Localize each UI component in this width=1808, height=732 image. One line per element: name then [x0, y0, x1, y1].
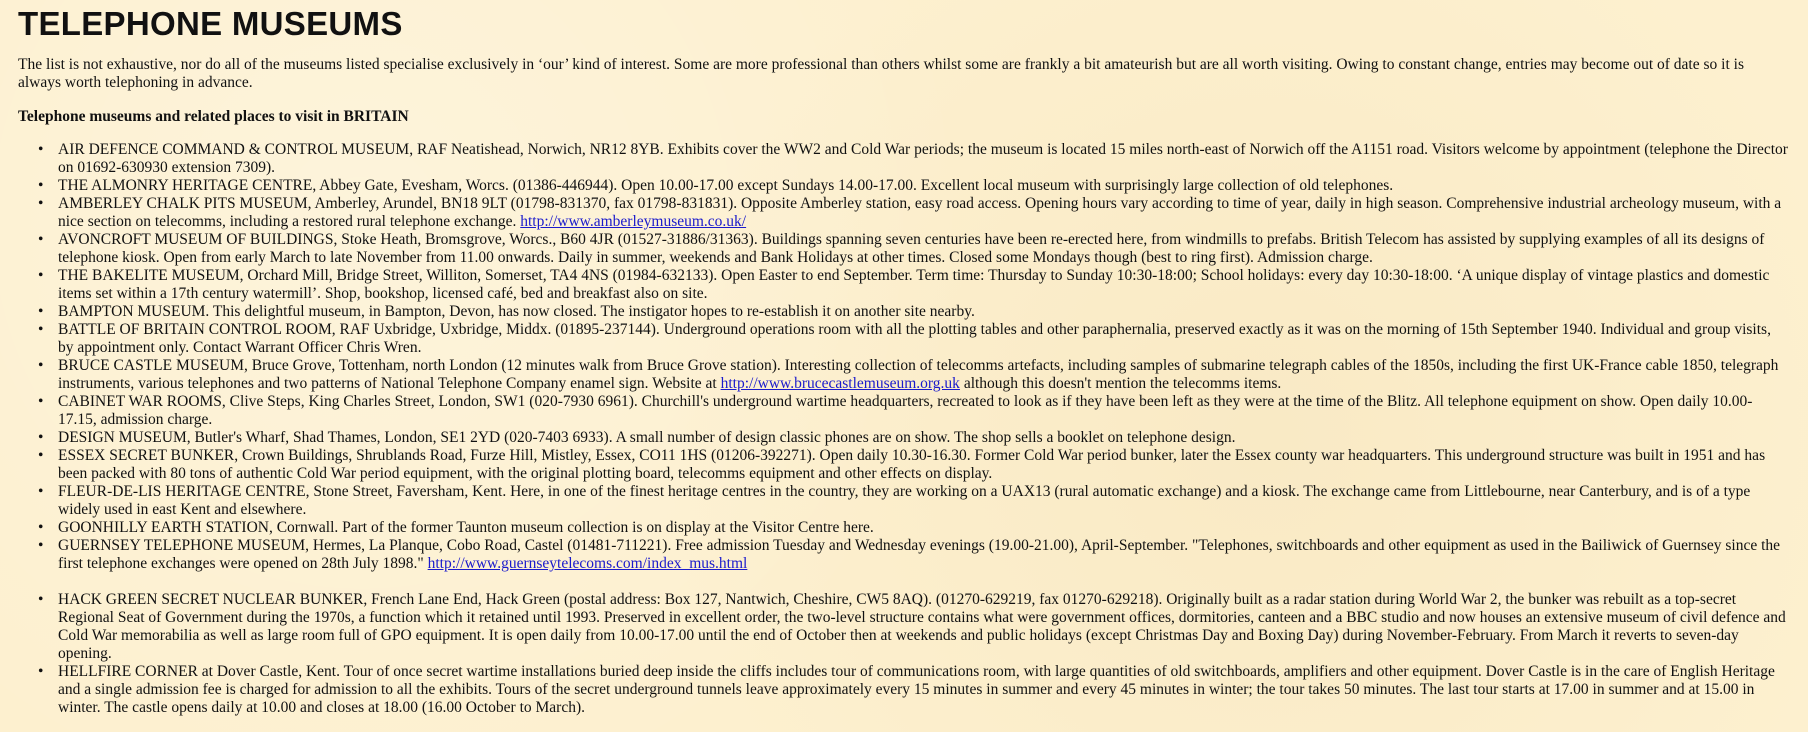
list-item	[38, 231, 1790, 267]
list-item	[38, 429, 1790, 447]
bullet-icon: •	[38, 195, 44, 212]
list-item	[38, 447, 1790, 483]
bullet-icon: •	[38, 393, 44, 410]
entry-text: THE BAKELITE MUSEUM, Orchard Mill, Bridge Street, Williton, Somerset, TA4 4NS (01984-632133). Open Easter to end September. Term time: Thursday to Sunday 10:30-18:00; School holidays: every day 10:30-18:00. ‘A unique display of vintage plastics and domestic items set within a 17th century watermill’. Shop, bookshop, licensed café, bed and breakfast also on site.	[58, 267, 1770, 302]
entry-text: GUERNSEY TELEPHONE MUSEUM, Hermes, La Planque, Cobo Road, Castel (01481-711221). Free admission Tuesday and Wednesday evenings (19.00-21.00), April-September. "Telephones, switchboards and other equipment as used in the Bailiwick of Guernsey since the first telephone exchanges were opened on 28th July 1898."	[58, 537, 1781, 572]
list-item	[38, 483, 1790, 519]
entry-text: BATTLE OF BRITAIN CONTROL ROOM, RAF Uxbridge, Uxbridge, Middx. (01895-237144). Underground operations room with all the plotting tables and other paraphernalia, preserved exactly as it was on the morning of 15th September 1940. Individual and group visits, by appointment only. Contact Warrant Officer Chris Wren.	[58, 321, 1771, 356]
bullet-icon: •	[38, 429, 44, 446]
list-item	[38, 537, 1790, 573]
bullet-icon: •	[38, 141, 44, 158]
bullet-icon: •	[38, 177, 44, 194]
bullet-icon: •	[38, 663, 44, 680]
list-item	[38, 141, 1790, 177]
bullet-icon: •	[38, 357, 44, 374]
entry-text: THE ALMONRY HERITAGE CENTRE, Abbey Gate, Evesham, Worcs. (01386-446944). Open 10.00-17.00 except Sundays 14.00-17.00. Excellent local museum with surprisingly large collection of old telephones.	[58, 177, 1394, 194]
bullet-icon: •	[38, 231, 44, 248]
entry-text: CABINET WAR ROOMS, Clive Steps, King Charles Street, London, SW1 (020-7930 6961). Churchill's underground wartime headquarters, recreated to look as if they have been left as they were at the time of the Blitz. All telephone equipment on show. Open daily 10.00-17.15, admission charge.	[58, 393, 1753, 428]
bullet-icon: •	[38, 519, 44, 536]
guernsey-telecoms-link[interactable]: http://www.guernseytelecoms.com/index_mus.html	[427, 555, 748, 572]
museum-list	[18, 141, 1790, 717]
bullet-icon: •	[38, 303, 44, 320]
amberley-museum-link[interactable]: http://www.amberleymuseum.co.uk/	[520, 213, 747, 230]
entry-text: HACK GREEN SECRET NUCLEAR BUNKER, French Lane End, Hack Green (postal address: Box 127, Nantwich, Cheshire, CW5 8AQ). (01270-629219, fax 01270-629218). Originally built as a radar station during World War 2, the bunker was rebuilt as a top-secret Regional Seat of Government during the 1970s, a function which it retained until 1993. Preserved in excellent order, the two-level structure contains what were government offices, dormitories, canteen and a BBC studio and now houses an extensive museum of civil defence and Cold War memorabilia as well as large room full of GPO equipment. It is open daily from 10.00-17.00 until the end of October then at weekends and public holidays (except Christmas Day and Boxing Day) during November-February. From March it reverts to seven-day opening.	[58, 591, 1786, 662]
list-item	[38, 393, 1790, 429]
entry-text: AVONCROFT MUSEUM OF BUILDINGS, Stoke Heath, Bromsgrove, Worcs., B60 4JR (01527-31886/31363). Buildings spanning seven centuries have been re-erected here, from windmills to prefabs. British Telecom has assisted by supplying examples of all its designs of telephone kiosk. Open from early March to late November from 11.00 onwards. Daily in summer, weekends and Bank Holidays at other times. Closed some Mondays though (best to ring first). Admission charge.	[58, 231, 1765, 266]
list-item	[38, 591, 1790, 663]
entry-text: FLEUR-DE-LIS HERITAGE CENTRE, Stone Street, Faversham, Kent. Here, in one of the finest heritage centres in the country, they are working on a UAX13 (rural automatic exchange) and a kiosk. The exchange came from Littlebourne, near Canterbury, and is of a type widely used in east Kent and elsewhere.	[58, 483, 1751, 518]
bullet-icon: •	[38, 321, 44, 338]
entry-text: DESIGN MUSEUM, Butler's Wharf, Shad Thames, London, SE1 2YD (020-7403 6933). A small number of design classic phones are on show. The shop sells a booklet on telephone design.	[58, 429, 1236, 446]
list-item	[38, 195, 1790, 231]
entry-text: AMBERLEY CHALK PITS MUSEUM, Amberley, Arundel, BN18 9LT (01798-831370, fax 01798-831831). Opposite Amberley station, easy road access. Opening hours vary according to time of year, daily in high season. Comprehensive industrial archeology museum, with a nice section on telecomms, including a restored rural telephone exchange.	[58, 195, 1782, 230]
list-item	[38, 321, 1790, 357]
list-item	[38, 177, 1790, 195]
list-item	[38, 663, 1790, 717]
bullet-icon: •	[38, 447, 44, 464]
entry-text: ESSEX SECRET BUNKER, Crown Buildings, Shrublands Road, Furze Hill, Mistley, Essex, CO11 1HS (01206-392271). Open daily 10.30-16.30. Former Cold War period bunker, later the Essex county war headquarters. This underground structure was built in 1951 and has been packed with 80 tons of authentic Cold War period equipment, with the original plotting board, telecomms equipment and other effects on display.	[58, 447, 1766, 482]
bullet-icon: •	[38, 267, 44, 284]
bullet-icon: •	[38, 537, 44, 554]
bullet-icon: •	[38, 483, 44, 500]
entry-text: BRUCE CASTLE MUSEUM, Bruce Grove, Tottenham, north London (12 minutes walk from Bruce Grove station). Interesting collection of telecomms artefacts, including samples of submarine telegraph cables of the 1850s, including the first UK-France cable 1850, telegraph instruments, various telephones and two patterns of National Telephone Company enamel sign. Website at	[58, 357, 1779, 392]
section-heading: Telephone museums and related places to visit in BRITAIN	[18, 108, 409, 125]
entry-text: HELLFIRE CORNER at Dover Castle, Kent. Tour of once secret wartime installations buried deep inside the cliffs includes tour of communications room, with large quantities of old switchboards, amplifiers and other equipment. Dover Castle is in the care of English Heritage and a single admission fee is charged for admission to all the exhibits. Tours of the secret underground tunnels leave approximately every 15 minutes in summer and every 45 minutes in winter; the tour takes 50 minutes. The last tour starts at 17.00 in summer and at 15.00 in winter. The castle opens daily at 10.00 and closes at 18.00 (16.00 October to March).	[58, 663, 1775, 716]
list-item	[38, 303, 1790, 321]
entry-text: BAMPTON MUSEUM. This delightful museum, in Bampton, Devon, has now closed. The instigator hopes to re-establish it on another site nearby.	[58, 303, 975, 320]
bruce-castle-museum-link[interactable]: http://www.brucecastlemuseum.org.uk	[720, 375, 960, 392]
entry-text-after: although this doesn't mention the telecomms items.	[959, 375, 1282, 392]
page-title: TELEPHONE MUSEUMS	[18, 5, 403, 42]
intro-paragraph: The list is not exhaustive, nor do all of the museums listed specialise exclusively in ‘our’ kind of interest. Some are more professional than others whilst some are frankly a bit amateurish but are all worth visiting. Owing to constant change, entries may become out of date so it is always worth telephoning in advance.	[18, 56, 1744, 91]
list-item	[38, 519, 1790, 537]
bullet-icon: •	[38, 591, 44, 608]
list-item	[38, 357, 1790, 393]
entry-text: AIR DEFENCE COMMAND & CONTROL MUSEUM, RAF Neatishead, Norwich, NR12 8YB. Exhibits cover the WW2 and Cold War periods; the museum is located 15 miles north-east of Norwich off the A1151 road. Visitors welcome by appointment (telephone the Director on 01692-630930 extension 7309).	[58, 141, 1788, 176]
list-item	[38, 267, 1790, 303]
entry-text: GOONHILLY EARTH STATION, Cornwall. Part of the former Taunton museum collection is on display at the Visitor Centre here.	[58, 519, 874, 536]
